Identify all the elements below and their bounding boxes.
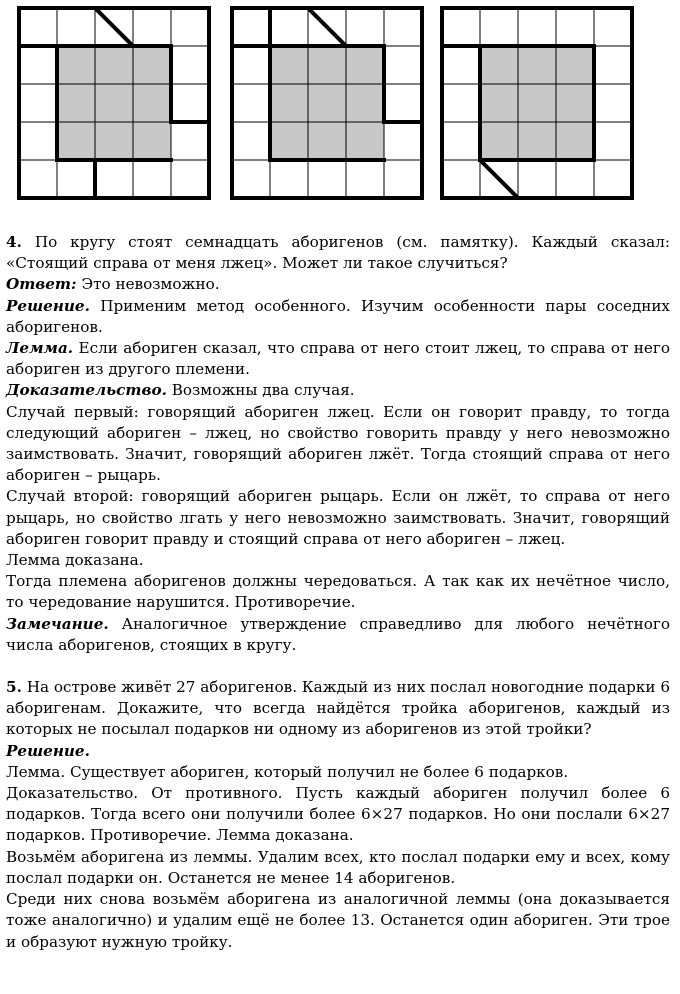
problem4-answer [6, 274, 670, 295]
solution-label: Решение. [6, 296, 90, 315]
cut-line [480, 160, 518, 198]
grid-figures [0, 0, 680, 210]
section-gap [6, 656, 670, 677]
shaded-square [480, 46, 594, 160]
problem4-solution [6, 296, 670, 338]
problem5-lemma: Лемма. Существует абориген, который получил не более 6 подарков. [6, 762, 569, 781]
proof-label: Доказательство. [6, 381, 167, 400]
grid-figure-3 [440, 6, 634, 200]
problem4-proof [6, 380, 670, 401]
problem4-statement-text: По кругу стоят семнадцать аборигенов (см. памятку). Каждый сказал: «Стоящий справа от меня лжец». Может ли такое случиться? [6, 233, 670, 273]
problem4-statement [6, 232, 670, 274]
lemma-text: Если абориген сказал, что справа от него стоит лжец, то справа от него абориген из другого племени. [6, 339, 670, 379]
problem5-solution-label: Решение. [6, 741, 90, 760]
problem4-remark [6, 614, 670, 656]
answer-label: Ответ: [6, 275, 77, 294]
problem4-conclusion: Тогда племена аборигенов должны чередоваться. А так как их нечётное число, то чередование нарушится. Противоречие. [6, 572, 670, 612]
proof-text: Возможны два случая. [171, 381, 355, 400]
problem5-solution [6, 741, 670, 762]
problems-text [6, 232, 670, 953]
problem5-statement [6, 677, 670, 741]
problem5-proof: Доказательство. От противного. Пусть каждый абориген получил более 6 подарков. Тогда всего они получили более 6×27 подарков. Но они послали 6×27 подарков. Противоречие. Лемма доказана. [6, 784, 670, 845]
lemma-label: Лемма. [6, 339, 74, 358]
problem4-lemma [6, 338, 670, 380]
grid-figure-2 [230, 6, 424, 200]
solution-text: Применим метод особенного. Изучим особенности пары соседних аборигенов. [6, 296, 671, 336]
cut-line [95, 8, 133, 46]
problem5-statement-text: На острове живёт 27 аборигенов. Каждый из них послал новогодние подарки 6 аборигенам. Докажите, что всегда найдётся тройка аборигенов, каждый из которых не посылал подарков ни одному из аборигенов из этой тройки? [6, 678, 670, 739]
shaded-square [270, 46, 384, 160]
shaded-square [57, 46, 171, 160]
problem4-case2: Случай второй: говорящий абориген рыцарь. Если он лжёт, то справа от него рыцарь, но свойство лгать у него невозможно заимствовать. Значит, говорящий абориген говорит правду и стоящий справа от него абориген – лжец. [6, 487, 670, 548]
problem5-step1: Возьмём аборигена из леммы. Удалим всех, кто послал подарки ему и всех, кому послал подарки он. Останется не менее 14 аборигенов. [6, 847, 670, 887]
problem4-proved: Лемма доказана. [6, 551, 144, 570]
cut-line [308, 8, 346, 46]
remark-label: Замечание. [6, 614, 109, 633]
remark-text: Аналогичное утверждение справедливо для любого нечётного числа аборигенов, стоящих в кругу. [6, 614, 671, 654]
grid-figure-1 [17, 6, 211, 200]
problem5-number: 5. [6, 678, 22, 697]
problem4-number: 4. [6, 233, 22, 251]
answer-text: Это невозможно. [81, 275, 220, 294]
problem4-case1: Случай первый: говорящий абориген лжец. Если он говорит правду, то тогда следующий абориген – лжец, но свойство говорить правду у него невозможно заимствовать. Значит, говорящий абориген лжёт. Тогда стоящий справа от него абориген – рыцарь. [6, 402, 670, 485]
problem5-step2: Среди них снова возьмём аборигена из аналогичной леммы (она доказывается тоже аналогично) и удалим ещё не более 13. Останется один абориген. Эти трое и образуют нужную тройку. [6, 890, 670, 951]
